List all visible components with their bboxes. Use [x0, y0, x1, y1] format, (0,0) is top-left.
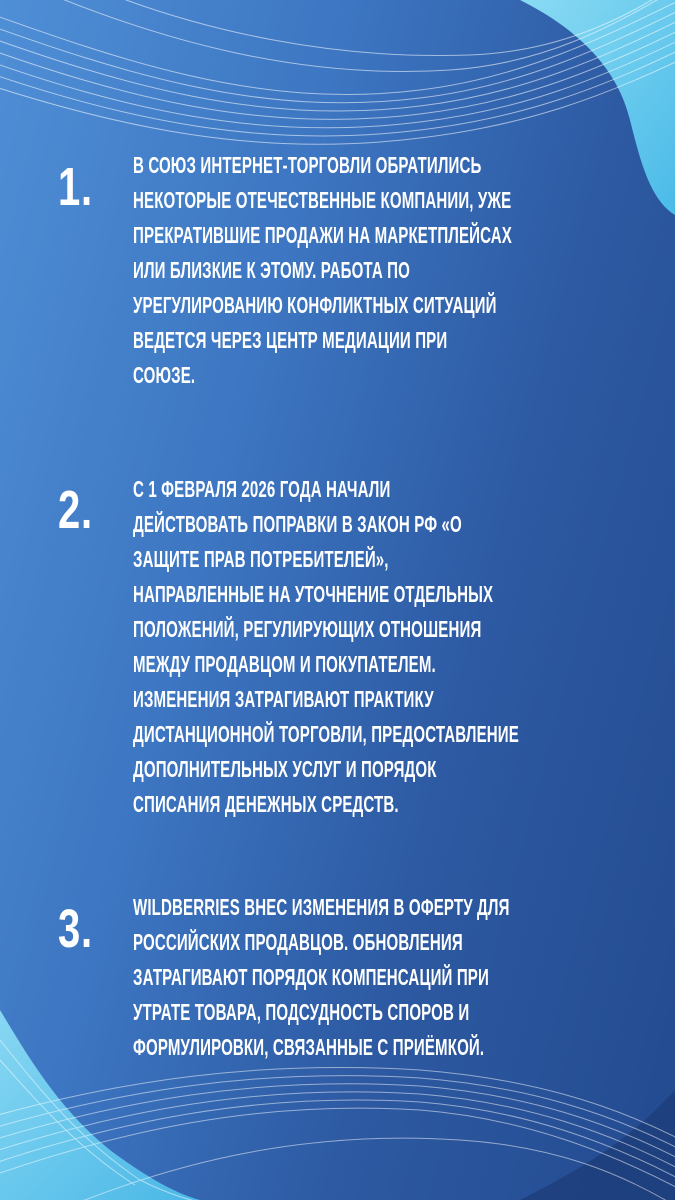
text-line: В СОЮЗ ИНТЕРНЕТ-ТОРГОВЛИ ОБРАТИЛИСЬ — [133, 152, 482, 178]
text-line: ДЕЙСТВОВАТЬ ПОПРАВКИ В ЗАКОН РФ «О — [133, 511, 462, 537]
text-line: ПРЕКРАТИВШИЕ ПРОДАЖИ НА МАРКЕТПЛЕЙСАХ — [133, 222, 512, 248]
text-line: ИЛИ БЛИЗКИЕ К ЭТОМУ. РАБОТА ПО — [133, 257, 410, 283]
item-number: 2. — [58, 480, 93, 540]
text-line: НЕКОТОРЫЕ ОТЕЧЕСТВЕННЫЕ КОМПАНИИ, УЖЕ — [133, 187, 512, 213]
text-line: С 1 ФЕВРАЛЯ 2026 ГОДА НАЧАЛИ — [133, 476, 391, 502]
text-line: МЕЖДУ ПРОДАВЦОМ И ПОКУПАТЕЛЕМ. — [133, 651, 436, 677]
text-line: ФОРМУЛИРОВКИ, СВЯЗАННЫЕ С ПРИЁМКОЙ. — [133, 1034, 485, 1060]
text-line: WILDBERRIES ВНЕС ИЗМЕНЕНИЯ В ОФЕРТУ ДЛЯ — [133, 894, 510, 920]
text-line: РОССИЙСКИХ ПРОДАВЦОВ. ОБНОВЛЕНИЯ — [133, 929, 463, 955]
text-line: ДОПОЛНИТЕЛЬНЫХ УСЛУГ И ПОРЯДОК — [133, 756, 437, 782]
item-text — [133, 148, 605, 393]
text-line: НАПРАВЛЕННЫЕ НА УТОЧНЕНИЕ ОТДЕЛЬНЫХ — [133, 581, 494, 607]
text-line: ИЗМЕНЕНИЯ ЗАТРАГИВАЮТ ПРАКТИКУ — [133, 686, 434, 712]
text-line: ПОЛОЖЕНИЙ, РЕГУЛИРУЮЩИХ ОТНОШЕНИЯ — [133, 616, 482, 642]
item-text — [133, 472, 605, 822]
text-line: ЗАЩИТЕ ПРАВ ПОТРЕБИТЕЛЕЙ», — [133, 546, 389, 572]
item-number: 1. — [58, 157, 93, 217]
text-line: ЗАТРАГИВАЮТ ПОРЯДОК КОМПЕНСАЦИЙ ПРИ — [133, 964, 489, 990]
text-line: ДИСТАНЦИОННОЙ ТОРГОВЛИ, ПРЕДОСТАВЛЕНИЕ — [133, 721, 519, 747]
text-line: СПИСАНИЯ ДЕНЕЖНЫХ СРЕДСТВ. — [133, 791, 399, 817]
item-number: 3. — [58, 899, 93, 959]
text-line: УТРАТЕ ТОВАРА, ПОДСУДНОСТЬ СПОРОВ И — [133, 999, 470, 1025]
text-line: УРЕГУЛИРОВАНИЮ КОНФЛИКТНЫХ СИТУАЦИЙ — [133, 292, 497, 318]
text-line: ВЕДЕТСЯ ЧЕРЕЗ ЦЕНТР МЕДИАЦИИ ПРИ — [133, 327, 448, 353]
item-text — [133, 890, 605, 1065]
text-line: СОЮЗЕ. — [133, 362, 196, 388]
